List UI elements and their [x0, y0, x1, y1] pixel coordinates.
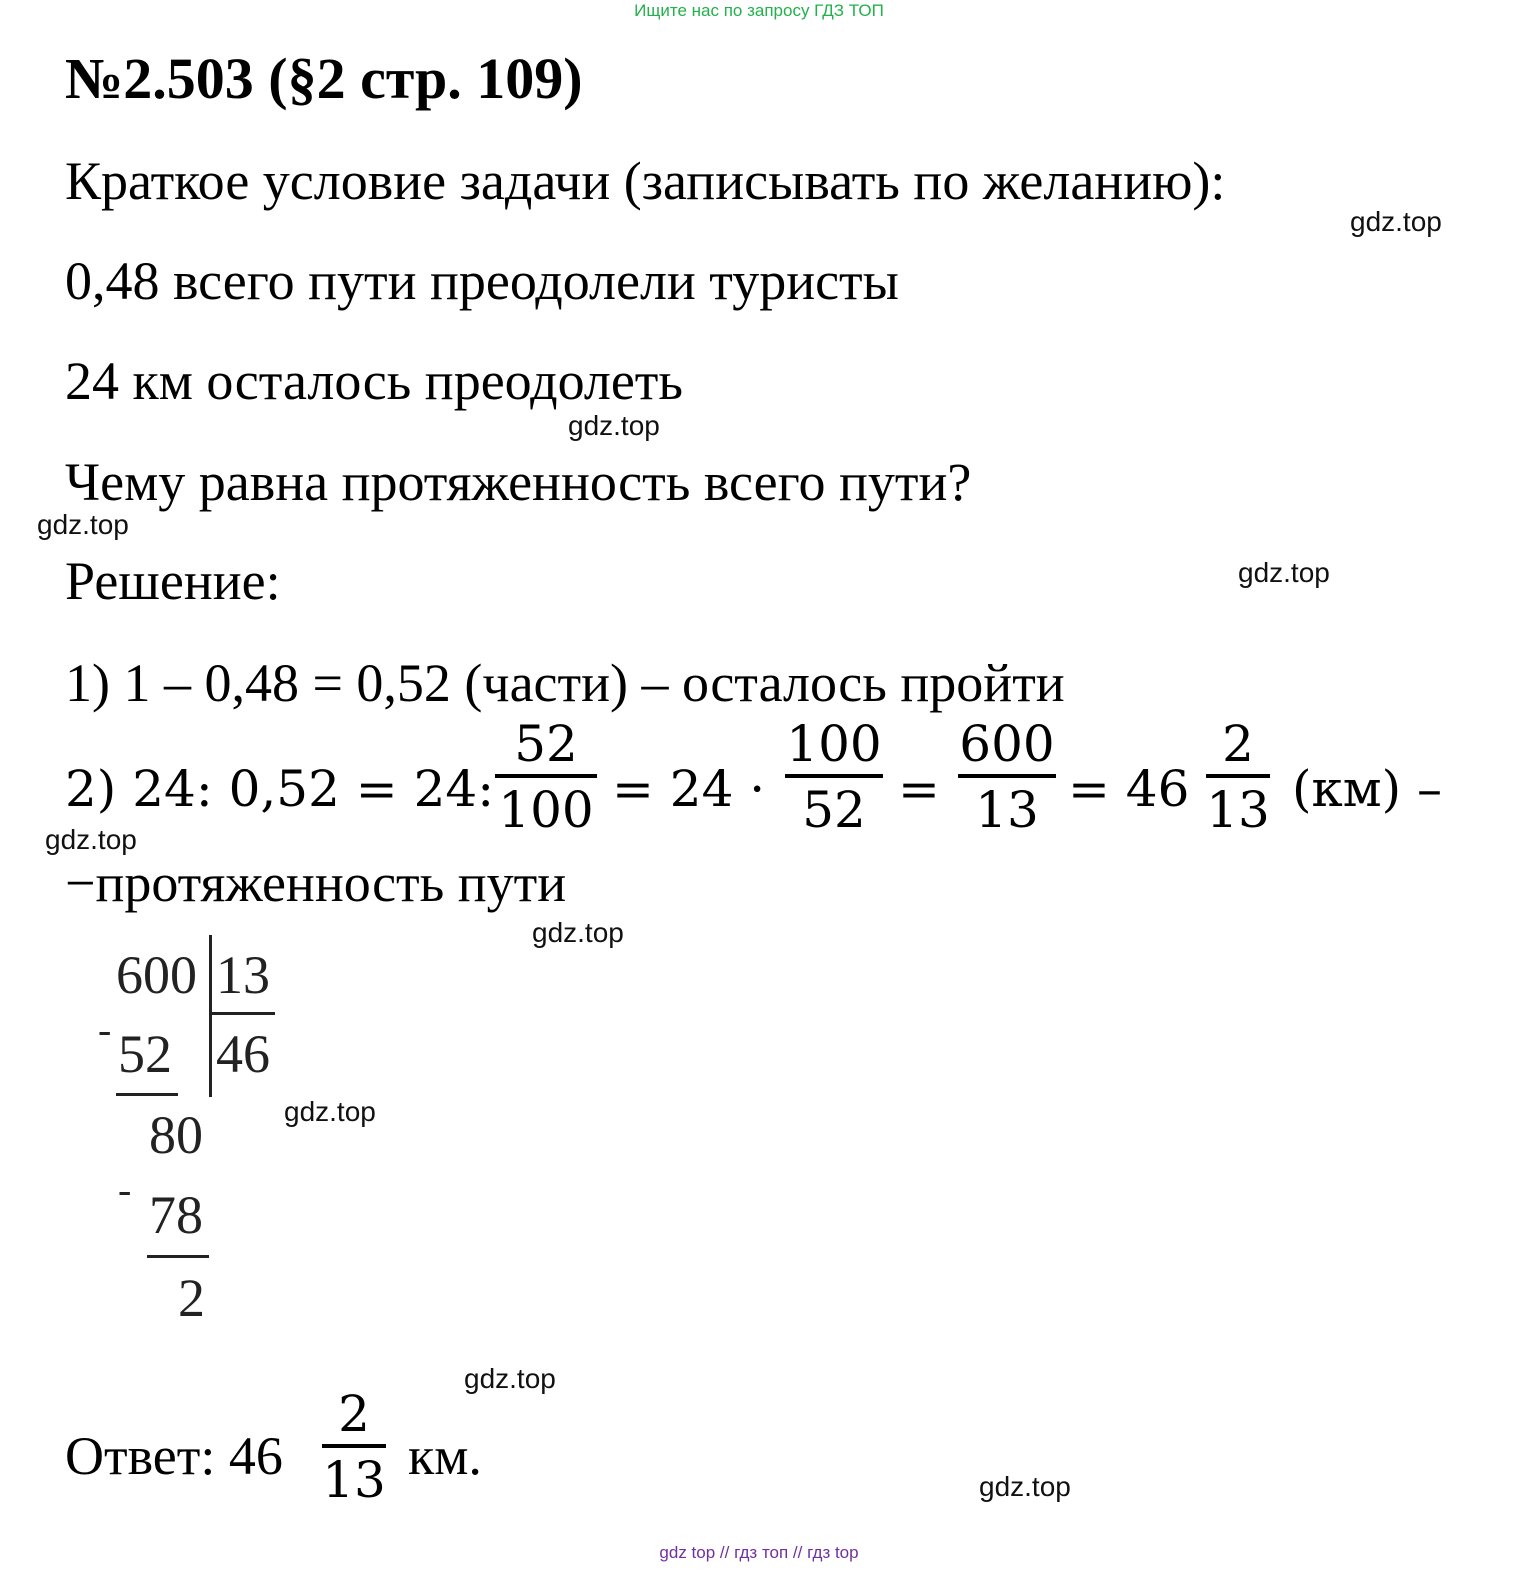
answer-tail: км.: [408, 1426, 482, 1486]
fraction-bar: [958, 774, 1056, 778]
problem-title: №2.503 (§2 стр. 109): [65, 46, 583, 111]
condition-line-1: 0,48 всего пути преодолели туристы: [65, 251, 899, 311]
fraction-100-52: [785, 716, 883, 838]
answer-fraction: [322, 1386, 386, 1508]
watermark: gdz.top: [979, 1471, 1071, 1502]
fraction-denominator: 13: [1206, 781, 1270, 839]
condition-line-2: 24 км осталось преодолеть: [65, 351, 684, 411]
subtrahend-2: 78: [149, 1185, 203, 1245]
watermark: gdz.top: [45, 824, 137, 855]
fraction-numerator: 2: [1222, 715, 1254, 773]
solution-step-1: 1) 1 – 0,48 = 0,52 (части) – осталось пройти: [65, 653, 1065, 713]
step2-lead: 2) 24: 0,52 = 24:: [65, 760, 495, 818]
fraction-denominator: 13: [975, 781, 1039, 839]
minus-sign-1: -: [98, 1007, 112, 1052]
watermark: gdz.top: [464, 1363, 556, 1394]
watermark: gdz.top: [37, 509, 129, 540]
fraction-denominator: 100: [498, 781, 594, 839]
fraction-bar: [322, 1444, 386, 1448]
watermark: gdz.top: [568, 410, 660, 441]
watermark: gdz.top: [284, 1096, 376, 1127]
divisor: 13: [216, 945, 270, 1005]
step2-continuation: −протяженность пути: [65, 853, 567, 913]
fraction-bar: [495, 774, 597, 778]
remainder-1: 80: [149, 1105, 203, 1165]
watermark: gdz.top: [1350, 206, 1442, 237]
subtraction-line-1: [116, 1093, 178, 1096]
subtraction-line-2: [147, 1255, 209, 1258]
minus-sign-2: -: [118, 1167, 132, 1212]
fraction-numerator: 2: [338, 1385, 370, 1443]
watermark: gdz.top: [1238, 557, 1330, 588]
fraction-numerator: 100: [786, 715, 882, 773]
footer-links[interactable]: gdz top // гдз топ // гдз top: [659, 1543, 859, 1562]
remainder-2: 2: [178, 1268, 205, 1328]
quotient: 46: [216, 1024, 270, 1084]
step2-mid3: = 46: [1068, 760, 1190, 818]
fraction-numerator: 52: [514, 715, 578, 773]
fraction-denominator: 13: [322, 1451, 386, 1509]
fraction-numerator: 600: [959, 715, 1055, 773]
watermark: gdz.top: [532, 917, 624, 948]
subtrahend-1: 52: [118, 1024, 172, 1084]
fraction-2-13: [1206, 716, 1270, 838]
top-banner[interactable]: Ищите нас по запросу ГДЗ ТОП: [634, 1, 884, 20]
division-vertical-line: [209, 935, 212, 1097]
step2-mid2: =: [898, 760, 940, 818]
condition-heading: Краткое условие задачи (записывать по желанию):: [65, 151, 1226, 211]
answer-lead: Ответ: 46: [65, 1426, 283, 1486]
fraction-bar: [1206, 774, 1270, 778]
divisor-underline: [209, 1012, 275, 1015]
step2-tail: (км) –: [1292, 760, 1443, 818]
fraction-52-100: [495, 716, 597, 838]
dividend: 600: [116, 945, 197, 1005]
fraction-bar: [785, 774, 883, 778]
step2-mid1: = 24 ·: [612, 760, 766, 818]
fraction-denominator: 52: [802, 781, 866, 839]
condition-question: Чему равна протяженность всего пути?: [65, 452, 972, 512]
solution-heading: Решение:: [65, 551, 281, 611]
fraction-600-13: [958, 716, 1056, 838]
